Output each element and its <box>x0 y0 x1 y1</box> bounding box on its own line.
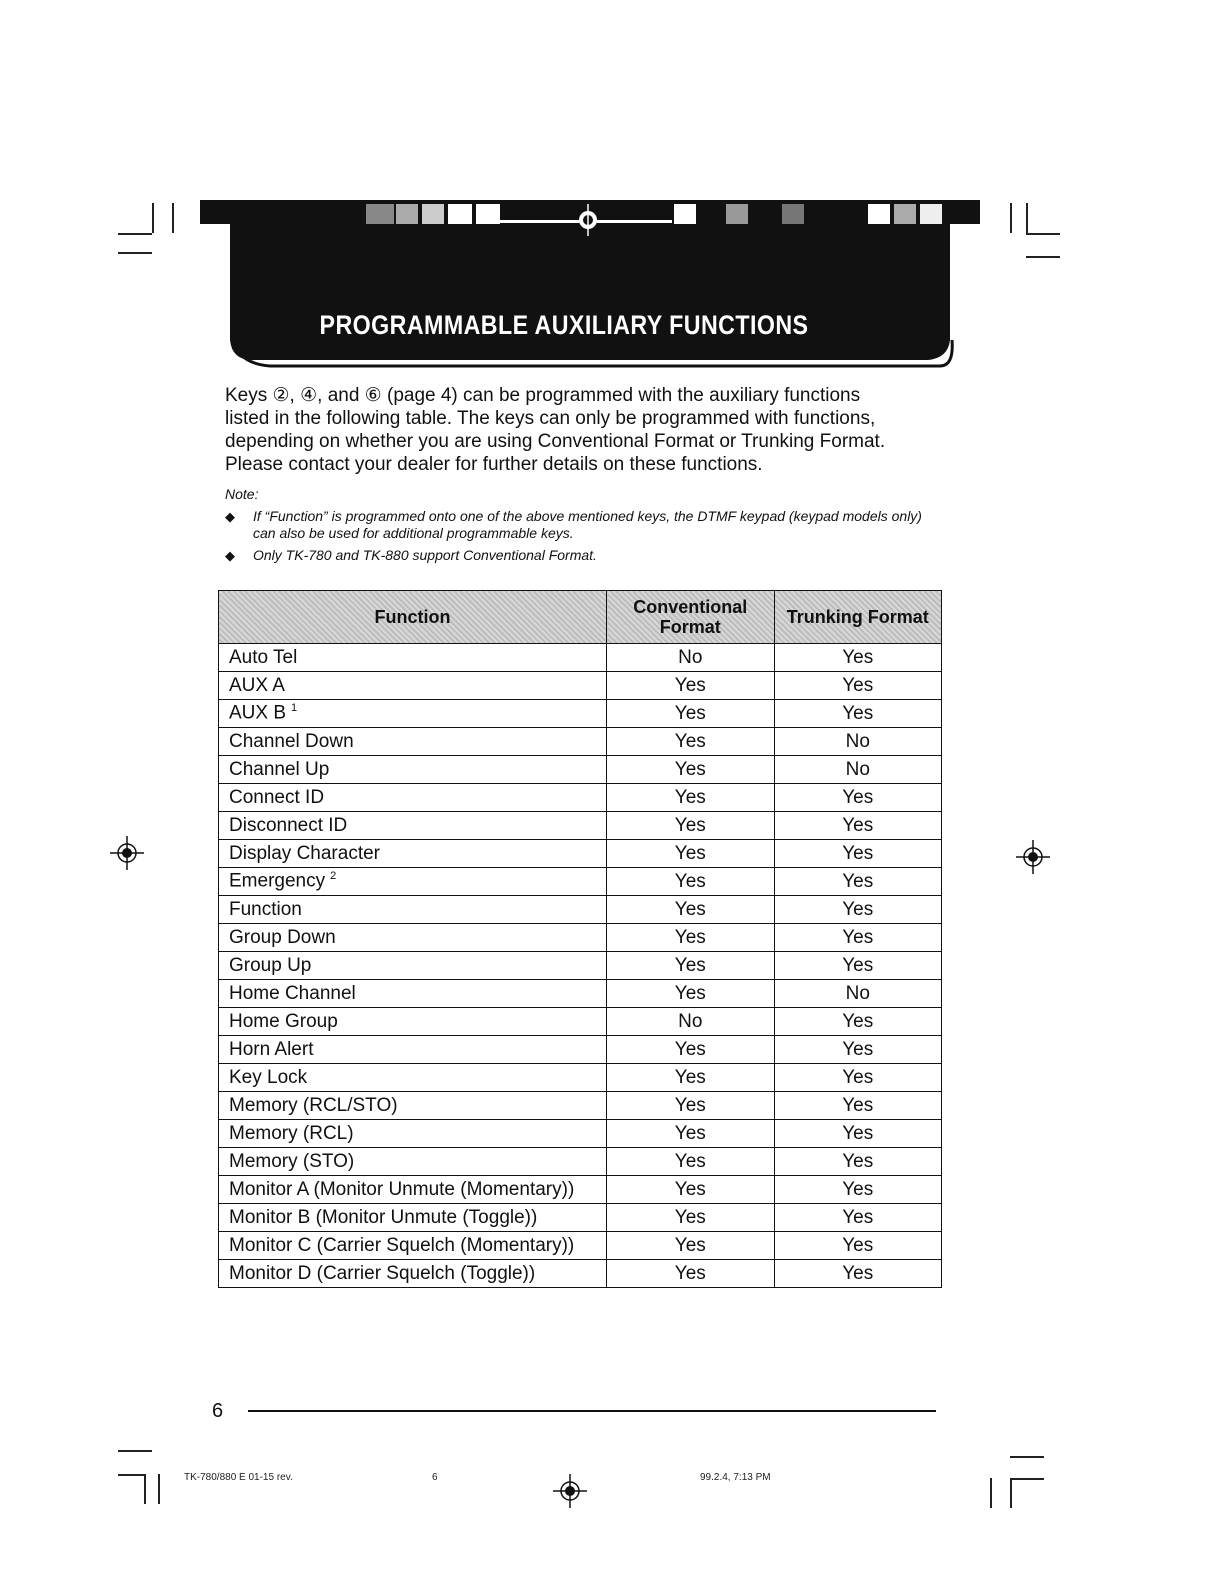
crop-mark-icon <box>1010 1478 1012 1508</box>
note-item <box>225 508 945 542</box>
trunking-cell: No <box>774 980 941 1008</box>
conventional-cell: Yes <box>607 1176 774 1204</box>
registration-mark-icon <box>1016 840 1050 874</box>
function-cell <box>219 840 607 868</box>
function-cell <box>219 1008 607 1036</box>
table-row <box>219 1120 942 1148</box>
function-name: Home Channel <box>229 982 356 1004</box>
intro-line: listed in the following table. The keys can only be programmed with functions, <box>225 408 876 429</box>
crop-mark-icon <box>1010 1478 1044 1480</box>
conventional-cell: Yes <box>607 728 774 756</box>
registration-mark-icon <box>110 836 144 870</box>
intro-paragraph <box>225 384 945 476</box>
page-number: 6 <box>212 1400 224 1422</box>
conventional-cell: Yes <box>607 840 774 868</box>
conventional-cell: Yes <box>607 896 774 924</box>
table-row <box>219 1036 942 1064</box>
function-name: Memory (STO) <box>229 1150 355 1172</box>
table-row <box>219 1204 942 1232</box>
slug-timestamp: 99.2.4, 7:13 PM <box>700 1472 771 1483</box>
table-row <box>219 896 942 924</box>
trunking-cell: Yes <box>774 1204 941 1232</box>
table-row <box>219 924 942 952</box>
function-cell <box>219 728 607 756</box>
conventional-cell: Yes <box>607 980 774 1008</box>
function-name: Monitor A (Monitor Unmute (Momentary)) <box>229 1178 575 1200</box>
conventional-cell: Yes <box>607 1260 774 1288</box>
note-text: Only TK-780 and TK-880 support Conventional Format. <box>253 547 597 563</box>
trunking-cell: No <box>774 728 941 756</box>
conventional-cell: Yes <box>607 672 774 700</box>
function-cell <box>219 756 607 784</box>
function-cell <box>219 812 607 840</box>
function-cell <box>219 1204 607 1232</box>
table-row <box>219 952 942 980</box>
trunking-cell: Yes <box>774 1008 941 1036</box>
trunking-cell: Yes <box>774 700 941 728</box>
crop-mark-icon <box>1026 233 1060 235</box>
conventional-cell: No <box>607 644 774 672</box>
crop-mark-icon <box>118 233 152 235</box>
table-row <box>219 812 942 840</box>
conventional-cell: Yes <box>607 1064 774 1092</box>
trunking-cell: Yes <box>774 812 941 840</box>
trunking-cell: Yes <box>774 1120 941 1148</box>
aux-function-table <box>218 590 942 1288</box>
bullet-diamond-icon: ◆ <box>225 548 235 563</box>
bullet-diamond-icon: ◆ <box>225 509 235 524</box>
function-name: Group Down <box>229 926 336 948</box>
table-row <box>219 1148 942 1176</box>
crop-mark-icon <box>1010 203 1012 233</box>
intro-line: depending on whether you are using Conventional Format or Trunking Format. <box>225 431 886 452</box>
crop-mark-icon <box>158 1474 160 1504</box>
function-name: Monitor C (Carrier Squelch (Momentary)) <box>229 1234 575 1256</box>
crop-mark-icon <box>118 1474 144 1476</box>
conventional-cell: Yes <box>607 924 774 952</box>
function-cell <box>219 700 607 728</box>
conventional-cell: Yes <box>607 952 774 980</box>
function-name: Monitor D (Carrier Squelch (Toggle)) <box>229 1262 536 1284</box>
intro-line: Please contact your dealer for further details on these functions. <box>225 454 763 475</box>
function-cell <box>219 672 607 700</box>
function-name: Display Character <box>229 842 380 864</box>
trunking-cell: Yes <box>774 672 941 700</box>
crop-mark-icon <box>1010 1456 1044 1458</box>
trunking-cell: Yes <box>774 868 941 896</box>
table-header-row <box>219 591 942 644</box>
trunking-cell: Yes <box>774 1176 941 1204</box>
function-cell <box>219 1064 607 1092</box>
trunking-cell: Yes <box>774 1064 941 1092</box>
trunking-cell: Yes <box>774 896 941 924</box>
table-row <box>219 980 942 1008</box>
header-conventional: Conventional Format <box>607 591 774 644</box>
function-cell <box>219 1176 607 1204</box>
function-name: Auto Tel <box>229 646 298 668</box>
slug-page: 6 <box>432 1472 438 1483</box>
table-row <box>219 1260 942 1288</box>
function-cell <box>219 784 607 812</box>
conventional-cell: Yes <box>607 1148 774 1176</box>
crop-mark-icon <box>144 1474 146 1504</box>
function-cell <box>219 1120 607 1148</box>
trunking-cell: Yes <box>774 1036 941 1064</box>
trunking-cell: Yes <box>774 1232 941 1260</box>
function-cell <box>219 1260 607 1288</box>
table-row <box>219 1092 942 1120</box>
trunking-cell: Yes <box>774 840 941 868</box>
function-name: Home Group <box>229 1010 338 1032</box>
table-row <box>219 728 942 756</box>
header-trunking: Trunking Format <box>774 591 941 644</box>
table-row <box>219 644 942 672</box>
function-cell <box>219 644 607 672</box>
conventional-cell: Yes <box>607 756 774 784</box>
conventional-cell: No <box>607 1008 774 1036</box>
table-row <box>219 784 942 812</box>
note-label: Note: <box>225 486 259 502</box>
function-cell <box>219 1232 607 1260</box>
function-name: Horn Alert <box>229 1038 314 1060</box>
table-row <box>219 1008 942 1036</box>
note-list <box>225 508 945 569</box>
function-cell <box>219 1092 607 1120</box>
conventional-cell: Yes <box>607 1036 774 1064</box>
function-name: Channel Down <box>229 730 354 752</box>
function-name: Function <box>229 898 302 920</box>
trunking-cell: Yes <box>774 784 941 812</box>
crop-mark-icon <box>172 203 174 233</box>
note-text: If “Function” is programmed onto one of the above mentioned keys, the DTMF keypad (keypad models only) can also be used for additional programmable keys. <box>253 508 922 541</box>
conventional-cell: Yes <box>607 700 774 728</box>
table-row <box>219 672 942 700</box>
conventional-cell: Yes <box>607 1120 774 1148</box>
trunking-cell: Yes <box>774 952 941 980</box>
section-banner <box>200 200 980 368</box>
conventional-cell: Yes <box>607 1232 774 1260</box>
header-function: Function <box>219 591 607 644</box>
crop-mark-icon <box>118 252 152 254</box>
conventional-cell: Yes <box>607 1204 774 1232</box>
slug-doc-id: TK-780/880 E 01-15 rev. <box>184 1472 293 1483</box>
conventional-cell: Yes <box>607 1092 774 1120</box>
table-body <box>219 644 942 1288</box>
function-cell <box>219 980 607 1008</box>
trunking-cell: Yes <box>774 1092 941 1120</box>
function-cell <box>219 868 607 896</box>
banner-shape <box>200 200 980 368</box>
crop-mark-icon <box>1026 203 1028 233</box>
function-cell <box>219 1148 607 1176</box>
function-cell <box>219 952 607 980</box>
function-name: Disconnect ID <box>229 814 348 836</box>
table-row <box>219 1176 942 1204</box>
crop-mark-icon <box>1026 256 1060 258</box>
function-cell <box>219 896 607 924</box>
function-cell <box>219 924 607 952</box>
intro-line: Keys ②, ④, and ⑥ (page 4) can be programmed with the auxiliary functions <box>225 385 861 406</box>
conventional-cell: Yes <box>607 784 774 812</box>
trunking-cell: Yes <box>774 1260 941 1288</box>
function-name: AUX B <box>229 702 287 724</box>
table-row <box>219 1232 942 1260</box>
function-name: Connect ID <box>229 786 325 808</box>
table-row <box>219 840 942 868</box>
function-name: AUX A <box>229 674 285 696</box>
table-row <box>219 868 942 896</box>
footnote-marker: 1 <box>291 702 298 715</box>
page-title: PROGRAMMABLE AUXILIARY FUNCTIONS <box>319 310 809 340</box>
function-name: Channel Up <box>229 758 330 780</box>
note-item <box>225 547 945 564</box>
table-row <box>219 1064 942 1092</box>
function-name: Memory (RCL) <box>229 1122 354 1144</box>
crop-mark-icon <box>152 203 154 233</box>
trunking-cell: Yes <box>774 924 941 952</box>
footer-rule <box>248 1410 936 1412</box>
crop-mark-icon <box>118 1450 152 1452</box>
crop-mark-icon <box>990 1478 992 1508</box>
conventional-cell: Yes <box>607 812 774 840</box>
function-name: Memory (RCL/STO) <box>229 1094 398 1116</box>
footnote-marker: 2 <box>330 870 337 883</box>
registration-mark-icon <box>553 1474 587 1508</box>
function-name: Monitor B (Monitor Unmute (Toggle)) <box>229 1206 538 1228</box>
conventional-cell: Yes <box>607 868 774 896</box>
table-row <box>219 700 942 728</box>
function-name: Group Up <box>229 954 312 976</box>
table-row <box>219 756 942 784</box>
trunking-cell: No <box>774 756 941 784</box>
function-cell <box>219 1036 607 1064</box>
trunking-cell: Yes <box>774 1148 941 1176</box>
function-name: Emergency <box>229 870 326 892</box>
trunking-cell: Yes <box>774 644 941 672</box>
function-name: Key Lock <box>229 1066 308 1088</box>
